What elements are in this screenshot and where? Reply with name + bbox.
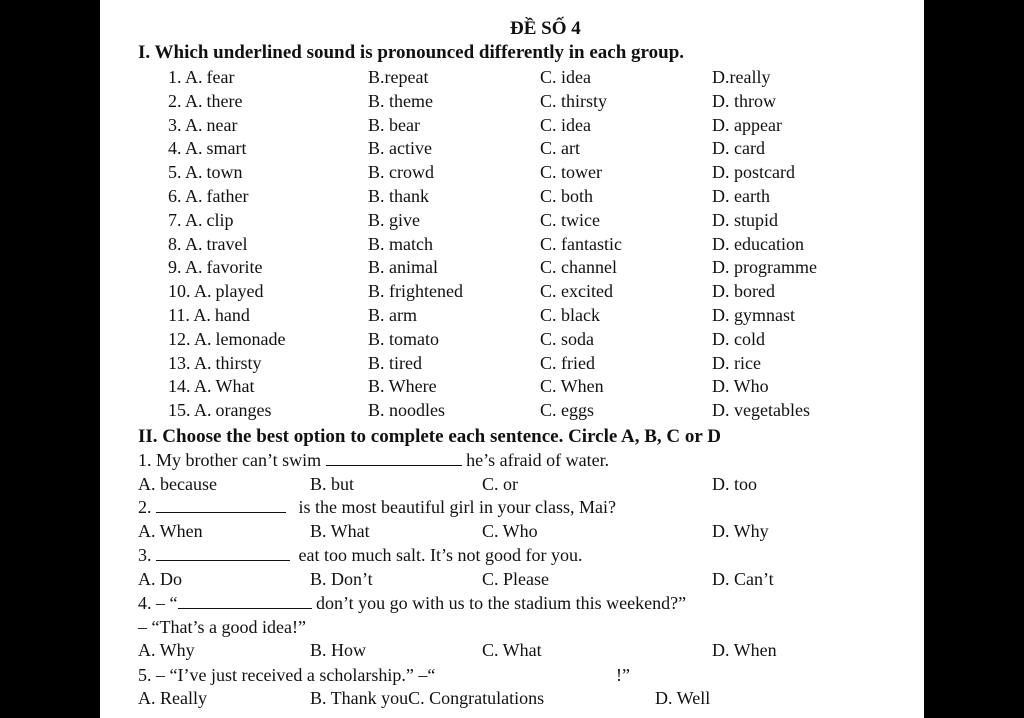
section1-heading: I. Which underlined sound is pronounced differently in each group. xyxy=(138,42,685,63)
group-7-option-b[interactable]: B. give xyxy=(368,209,420,230)
group-9-option-c[interactable]: C. channel xyxy=(540,257,617,278)
group-2-number-and-option-a: 2. A. there xyxy=(168,90,243,111)
group-12-option-a-word[interactable]: lemonade xyxy=(215,328,286,349)
group-7-option-c[interactable]: C. twice xyxy=(540,209,600,230)
group-5-option-c[interactable]: C. tower xyxy=(540,162,602,183)
group-2-option-d[interactable]: D. throw xyxy=(712,90,776,111)
group-3-option-b[interactable]: B. bear xyxy=(368,114,420,135)
q3-option-a[interactable]: A. Do xyxy=(138,569,182,589)
group-3-option-c[interactable]: C. idea xyxy=(540,114,591,135)
group-6-option-b[interactable]: B. thank xyxy=(368,186,429,206)
question-4-reply: – “That’s a good idea!” xyxy=(138,617,306,637)
group-4-option-c[interactable]: C. art xyxy=(540,138,580,159)
group-1-number-and-option-a: 1. A. fear xyxy=(168,67,235,87)
group-8-option-a-word[interactable]: travel xyxy=(206,233,248,254)
group-2-option-a-word[interactable]: there xyxy=(206,90,243,111)
group-13-number-and-option-a: 13. A. thirsty xyxy=(168,352,262,373)
q2-option-c[interactable]: C. Who xyxy=(482,521,538,541)
group-1-option-b[interactable]: B.repeat xyxy=(368,67,429,87)
question-5-end: !” xyxy=(616,665,630,685)
group-4-option-a-word[interactable]: smart xyxy=(206,138,247,159)
group-14-option-a-word[interactable]: What xyxy=(215,376,255,397)
group-10-number-and-option-a: 10. A. played xyxy=(168,281,264,302)
group-8-number-and-option-a: 8. A. travel xyxy=(168,233,248,254)
group-11-option-c[interactable]: C. black xyxy=(540,305,600,325)
group-15-number-and-option-a: 15. A. oranges xyxy=(168,400,272,421)
group-7-option-a-word[interactable]: clip xyxy=(206,209,234,230)
group-7-option-d[interactable]: D. stupid xyxy=(712,209,779,230)
group-13-option-a-word[interactable]: thirsty xyxy=(215,352,262,373)
group-3-option-a-word[interactable]: near xyxy=(206,114,238,135)
group-12-option-d[interactable]: D. cold xyxy=(712,328,765,349)
group-15-option-d[interactable]: D. vegetables xyxy=(712,400,810,421)
group-7-number-and-option-a: 7. A. clip xyxy=(168,209,234,230)
group-2-option-c[interactable]: C. thirsty xyxy=(540,90,608,111)
q4-option-b[interactable]: B. How xyxy=(310,640,367,660)
group-13-option-d[interactable]: D. rice xyxy=(712,352,761,373)
q1-option-b[interactable]: B. but xyxy=(310,474,355,494)
question-5: 5. – “I’ve just received a scholarship.” –“ xyxy=(138,665,436,685)
group-11-option-d[interactable]: D. gymnast xyxy=(712,305,795,325)
group-1-option-a-word[interactable]: fear xyxy=(206,67,235,87)
q5-option-d[interactable]: D. Well xyxy=(655,688,711,708)
group-14-option-b[interactable]: B. Where xyxy=(368,376,437,397)
group-8-option-d[interactable]: D. education xyxy=(712,233,804,254)
group-15-option-b[interactable]: B. noodles xyxy=(368,400,446,421)
group-3-number-and-option-a: 3. A. near xyxy=(168,114,238,135)
q2-option-b[interactable]: B. What xyxy=(310,521,370,541)
group-11-number-and-option-a: 11. A. hand xyxy=(168,305,250,325)
q4-option-d[interactable]: D. When xyxy=(712,640,777,660)
group-1-option-c[interactable]: C. idea xyxy=(540,67,591,87)
answer-blank-2[interactable] xyxy=(156,496,286,513)
group-10-option-d[interactable]: D. bored xyxy=(712,281,775,302)
group-3-option-d[interactable]: D. appear xyxy=(712,114,782,135)
section2-heading: II. Choose the best option to complete each sentence. Circle A, B, C or D xyxy=(138,426,721,447)
group-15-option-c[interactable]: C. eggs xyxy=(540,400,594,421)
group-9-option-d[interactable]: D. programme xyxy=(712,257,817,278)
q5-option-bc[interactable]: B. Thank youC. Congratulations xyxy=(310,688,545,708)
answer-blank-3[interactable] xyxy=(156,544,290,561)
group-10-option-a-word[interactable]: played xyxy=(215,281,264,302)
answer-blank-4[interactable] xyxy=(178,592,312,609)
group-9-option-a-word[interactable]: favorite xyxy=(206,257,263,278)
group-8-option-b[interactable]: B. match xyxy=(368,233,433,254)
q1-option-c[interactable]: C. or xyxy=(482,474,518,494)
q3-option-b[interactable]: B. Don’t xyxy=(310,569,373,589)
q2-option-d[interactable]: D. Why xyxy=(712,521,769,541)
q3-option-c[interactable]: C. Please xyxy=(482,569,549,589)
worksheet-page xyxy=(100,0,924,718)
group-9-option-b[interactable]: B. animal xyxy=(368,257,438,278)
group-11-option-a-word[interactable]: hand xyxy=(214,305,250,325)
group-12-option-c[interactable]: C. soda xyxy=(540,328,594,349)
q2-option-a[interactable]: A. When xyxy=(138,521,203,541)
group-5-option-d[interactable]: D. postcard xyxy=(712,162,795,183)
group-10-option-c[interactable]: C. excited xyxy=(540,281,613,302)
group-2-option-b[interactable]: B. theme xyxy=(368,90,433,111)
group-5-option-b[interactable]: B. crowd xyxy=(368,162,434,183)
group-6-option-d[interactable]: D. earth xyxy=(712,186,770,206)
q1-option-a[interactable]: A. because xyxy=(138,474,217,494)
group-8-option-c[interactable]: C. fantastic xyxy=(540,233,622,254)
group-14-option-d[interactable]: D. Who xyxy=(712,376,769,397)
q3-option-d[interactable]: D. Can’t xyxy=(712,569,774,589)
group-11-option-b[interactable]: B. arm xyxy=(368,305,417,325)
group-14-option-c[interactable]: C. When xyxy=(540,376,604,397)
question-1: 1. My brother can’t swim he’s afraid of water. xyxy=(138,450,610,470)
q5-option-a[interactable]: A. Really xyxy=(138,688,207,708)
group-13-option-c[interactable]: C. fried xyxy=(540,352,595,373)
q4-option-c[interactable]: C. What xyxy=(482,640,542,660)
q1-option-d[interactable]: D. too xyxy=(712,474,757,494)
group-9-number-and-option-a: 9. A. favorite xyxy=(168,257,263,278)
group-4-option-d[interactable]: D. card xyxy=(712,138,765,159)
question-3: 3. eat too much salt. It’s not good for you. xyxy=(138,545,583,565)
group-6-number-and-option-a: 6. A. father xyxy=(168,186,249,206)
group-10-option-b[interactable]: B. frightened xyxy=(368,281,463,302)
group-5-number-and-option-a: 5. A. town xyxy=(168,162,243,183)
group-15-option-a-word[interactable]: oranges xyxy=(215,400,272,421)
group-4-number-and-option-a: 4. A. smart xyxy=(168,138,247,159)
group-6-option-a-word[interactable]: father xyxy=(206,186,249,206)
q4-option-a[interactable]: A. Why xyxy=(138,640,195,660)
group-13-option-b[interactable]: B. tired xyxy=(368,352,422,373)
group-6-option-c[interactable]: C. both xyxy=(540,186,594,206)
group-4-option-b[interactable]: B. active xyxy=(368,138,432,159)
question-2: 2. is the most beautiful girl in your class, Mai? xyxy=(138,497,616,517)
page-title: ĐỀ SỐ 4 xyxy=(510,18,581,39)
group-12-number-and-option-a: 12. A. lemonade xyxy=(168,328,286,349)
answer-blank-1[interactable] xyxy=(326,449,462,466)
group-12-option-b[interactable]: B. tomato xyxy=(368,328,439,349)
group-14-number-and-option-a: 14. A. What xyxy=(168,376,255,397)
question-4: 4. – “ don’t you go with us to the stadium this weekend?” xyxy=(138,593,687,613)
group-1-option-d[interactable]: D.really xyxy=(712,67,771,87)
group-5-option-a-word[interactable]: town xyxy=(206,162,243,183)
